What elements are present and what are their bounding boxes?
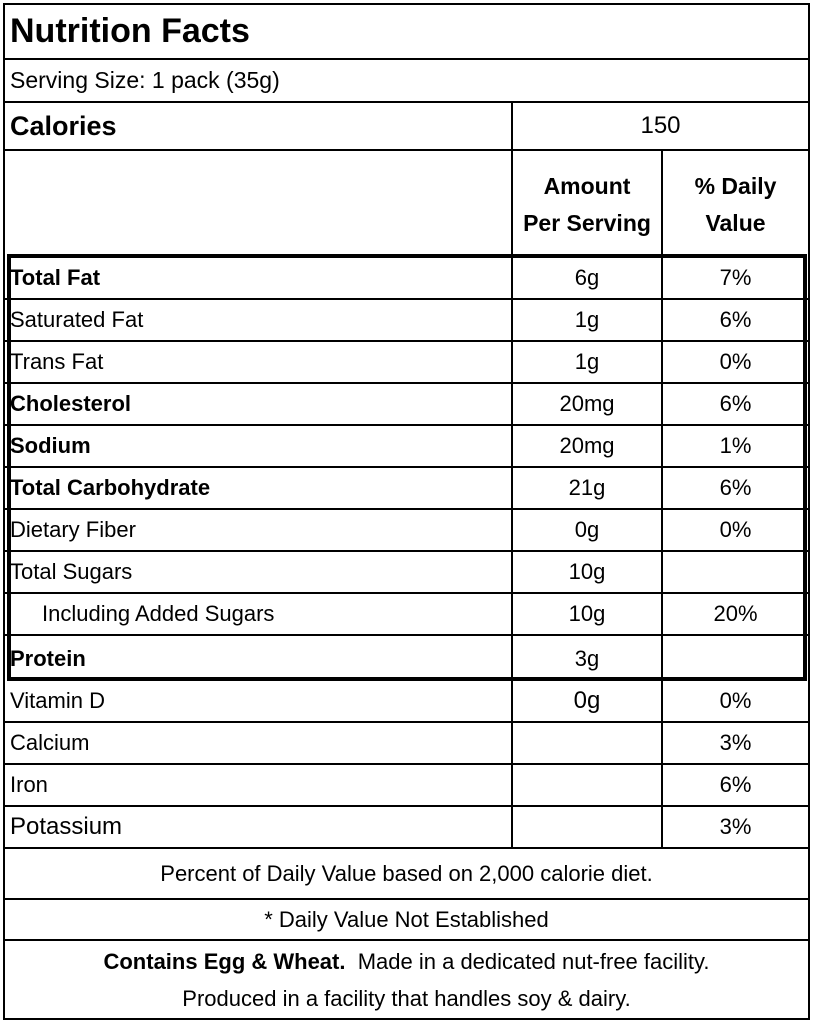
table-row	[5, 594, 808, 636]
vitamin-dv: 3%	[719, 730, 752, 755]
table-row	[5, 636, 808, 681]
footnote-row	[5, 849, 808, 900]
allergen-statement	[5, 941, 808, 1018]
nutrient-dv: 0%	[719, 349, 752, 374]
nutrient-amount: 6g	[574, 265, 600, 290]
nutrient-name: Including Added Sugars	[42, 601, 275, 626]
allergen-line2: Produced in a facility that handles soy & dairy.	[182, 985, 631, 1011]
nutrient-amount: 3g	[574, 645, 600, 671]
vitamin-name: Calcium	[10, 730, 90, 755]
serving-size-row	[5, 60, 808, 103]
table-row	[5, 468, 808, 510]
column-divider	[511, 103, 513, 849]
nutrient-amount: 10g	[568, 601, 606, 626]
nutrient-dv: 0%	[719, 517, 752, 542]
nutrition-facts-label	[3, 3, 810, 1020]
nutrient-amount: 20mg	[559, 391, 615, 416]
daily-value-header: % Daily Value	[694, 172, 777, 236]
vitamin-name: Potassium	[10, 813, 123, 840]
nutrient-name: Total Fat	[10, 265, 101, 290]
table-row	[5, 426, 808, 468]
footnote-row	[5, 900, 808, 941]
nutrient-name: Saturated Fat	[10, 307, 144, 332]
nutrient-name: Total Sugars	[10, 559, 133, 584]
nutrient-name: Protein	[10, 645, 86, 671]
table-row	[5, 300, 808, 342]
table-row	[5, 765, 808, 807]
nutrient-dv: 7%	[719, 265, 752, 290]
nutrient-name: Sodium	[10, 433, 91, 458]
table-row	[5, 384, 808, 426]
table-row	[5, 552, 808, 594]
serving-size: Serving Size: 1 pack (35g)	[10, 67, 280, 93]
calories-label: Calories	[10, 110, 117, 141]
allergen-bold: Contains Egg & Wheat.	[103, 948, 346, 974]
table-row	[5, 807, 808, 849]
title-row	[5, 5, 808, 60]
vitamin-name: Iron	[10, 772, 48, 797]
column-header-row	[5, 151, 808, 258]
table-row	[5, 342, 808, 384]
calories-row	[5, 103, 808, 151]
vitamin-dv: 6%	[719, 772, 752, 797]
table-row	[5, 681, 808, 723]
nutrient-name: Total Carbohydrate	[10, 475, 211, 500]
vitamin-dv: 0%	[719, 688, 752, 713]
nutrient-dv: 6%	[719, 307, 752, 332]
page-title: Nutrition Facts	[10, 12, 250, 50]
calories-value: 150	[640, 112, 681, 139]
nutrient-amount: 1g	[574, 307, 600, 332]
vitamin-amount: 0g	[573, 687, 601, 714]
nutrient-amount: 1g	[574, 349, 600, 374]
nutrient-amount: 20mg	[559, 433, 615, 458]
table-row	[5, 258, 808, 300]
not-established-footnote: * Daily Value Not Established	[264, 907, 549, 932]
amount-header: Amount Per Serving	[523, 172, 651, 236]
nutrient-name: Dietary Fiber	[10, 517, 136, 542]
nutrient-dv: 6%	[719, 475, 752, 500]
nutrient-amount: 10g	[568, 559, 606, 584]
nutrient-dv: 20%	[713, 601, 758, 626]
table-row	[5, 510, 808, 552]
nutrient-amount: 0g	[574, 517, 600, 542]
daily-value-footnote: Percent of Daily Value based on 2,000 calorie diet.	[160, 861, 653, 886]
nutrient-dv: 1%	[719, 433, 752, 458]
allergen-text: Made in a dedicated nut-free facility.	[357, 948, 710, 974]
nutrient-name: Cholesterol	[10, 391, 132, 416]
nutrient-amount: 21g	[568, 475, 606, 500]
nutrient-name: Trans Fat	[10, 349, 104, 374]
column-divider	[661, 151, 663, 849]
table-row	[5, 723, 808, 765]
vitamin-name: Vitamin D	[10, 688, 105, 713]
vitamin-dv: 3%	[719, 814, 752, 839]
nutrient-dv: 6%	[719, 391, 752, 416]
